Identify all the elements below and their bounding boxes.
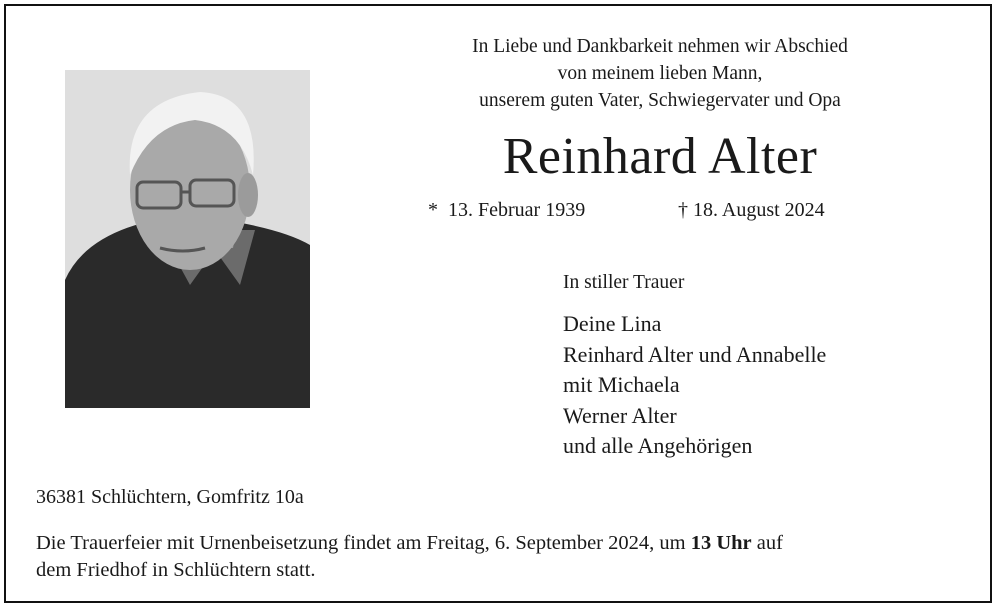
- intro-text: [360, 33, 960, 114]
- mourning-label: In stiller Trauer: [563, 272, 685, 293]
- death-date-text: 18. August 2024: [693, 199, 825, 221]
- death-symbol: †: [678, 199, 688, 221]
- family-member: Deine Lina: [563, 311, 662, 336]
- intro-line: unserem guten Vater, Schwiegervater und Opa: [479, 90, 841, 111]
- service-info: [36, 530, 966, 584]
- birth-date: [428, 196, 585, 224]
- family-list: [563, 309, 826, 462]
- service-text: Die Trauerfeier mit Urnenbeisetzung findet am Freitag, 6. September 2024, um: [36, 532, 691, 554]
- service-location: dem Friedhof in Schlüchtern statt.: [36, 559, 316, 581]
- deceased-name: Reinhard Alter: [502, 128, 818, 185]
- service-time: 13 Uhr: [690, 532, 752, 554]
- portrait-image: [65, 70, 310, 408]
- intro-line: In Liebe und Dankbarkeit nehmen wir Abschied: [472, 36, 848, 57]
- family-member: Reinhard Alter und Annabelle: [563, 341, 827, 367]
- family-member: mit Michaela: [563, 372, 680, 397]
- family-member: Werner Alter: [563, 402, 677, 428]
- intro-line: von meinem lieben Mann,: [557, 63, 763, 84]
- death-date: [678, 196, 825, 224]
- service-text-end: auf: [751, 532, 783, 554]
- birth-symbol: *: [428, 199, 438, 221]
- address: 36381 Schlüchtern, Gomfritz 10a: [36, 486, 304, 508]
- family-member: und alle Angehörigen: [563, 433, 753, 458]
- portrait-photo: [65, 70, 310, 408]
- birth-date-text: 13. Februar 1939: [448, 199, 586, 221]
